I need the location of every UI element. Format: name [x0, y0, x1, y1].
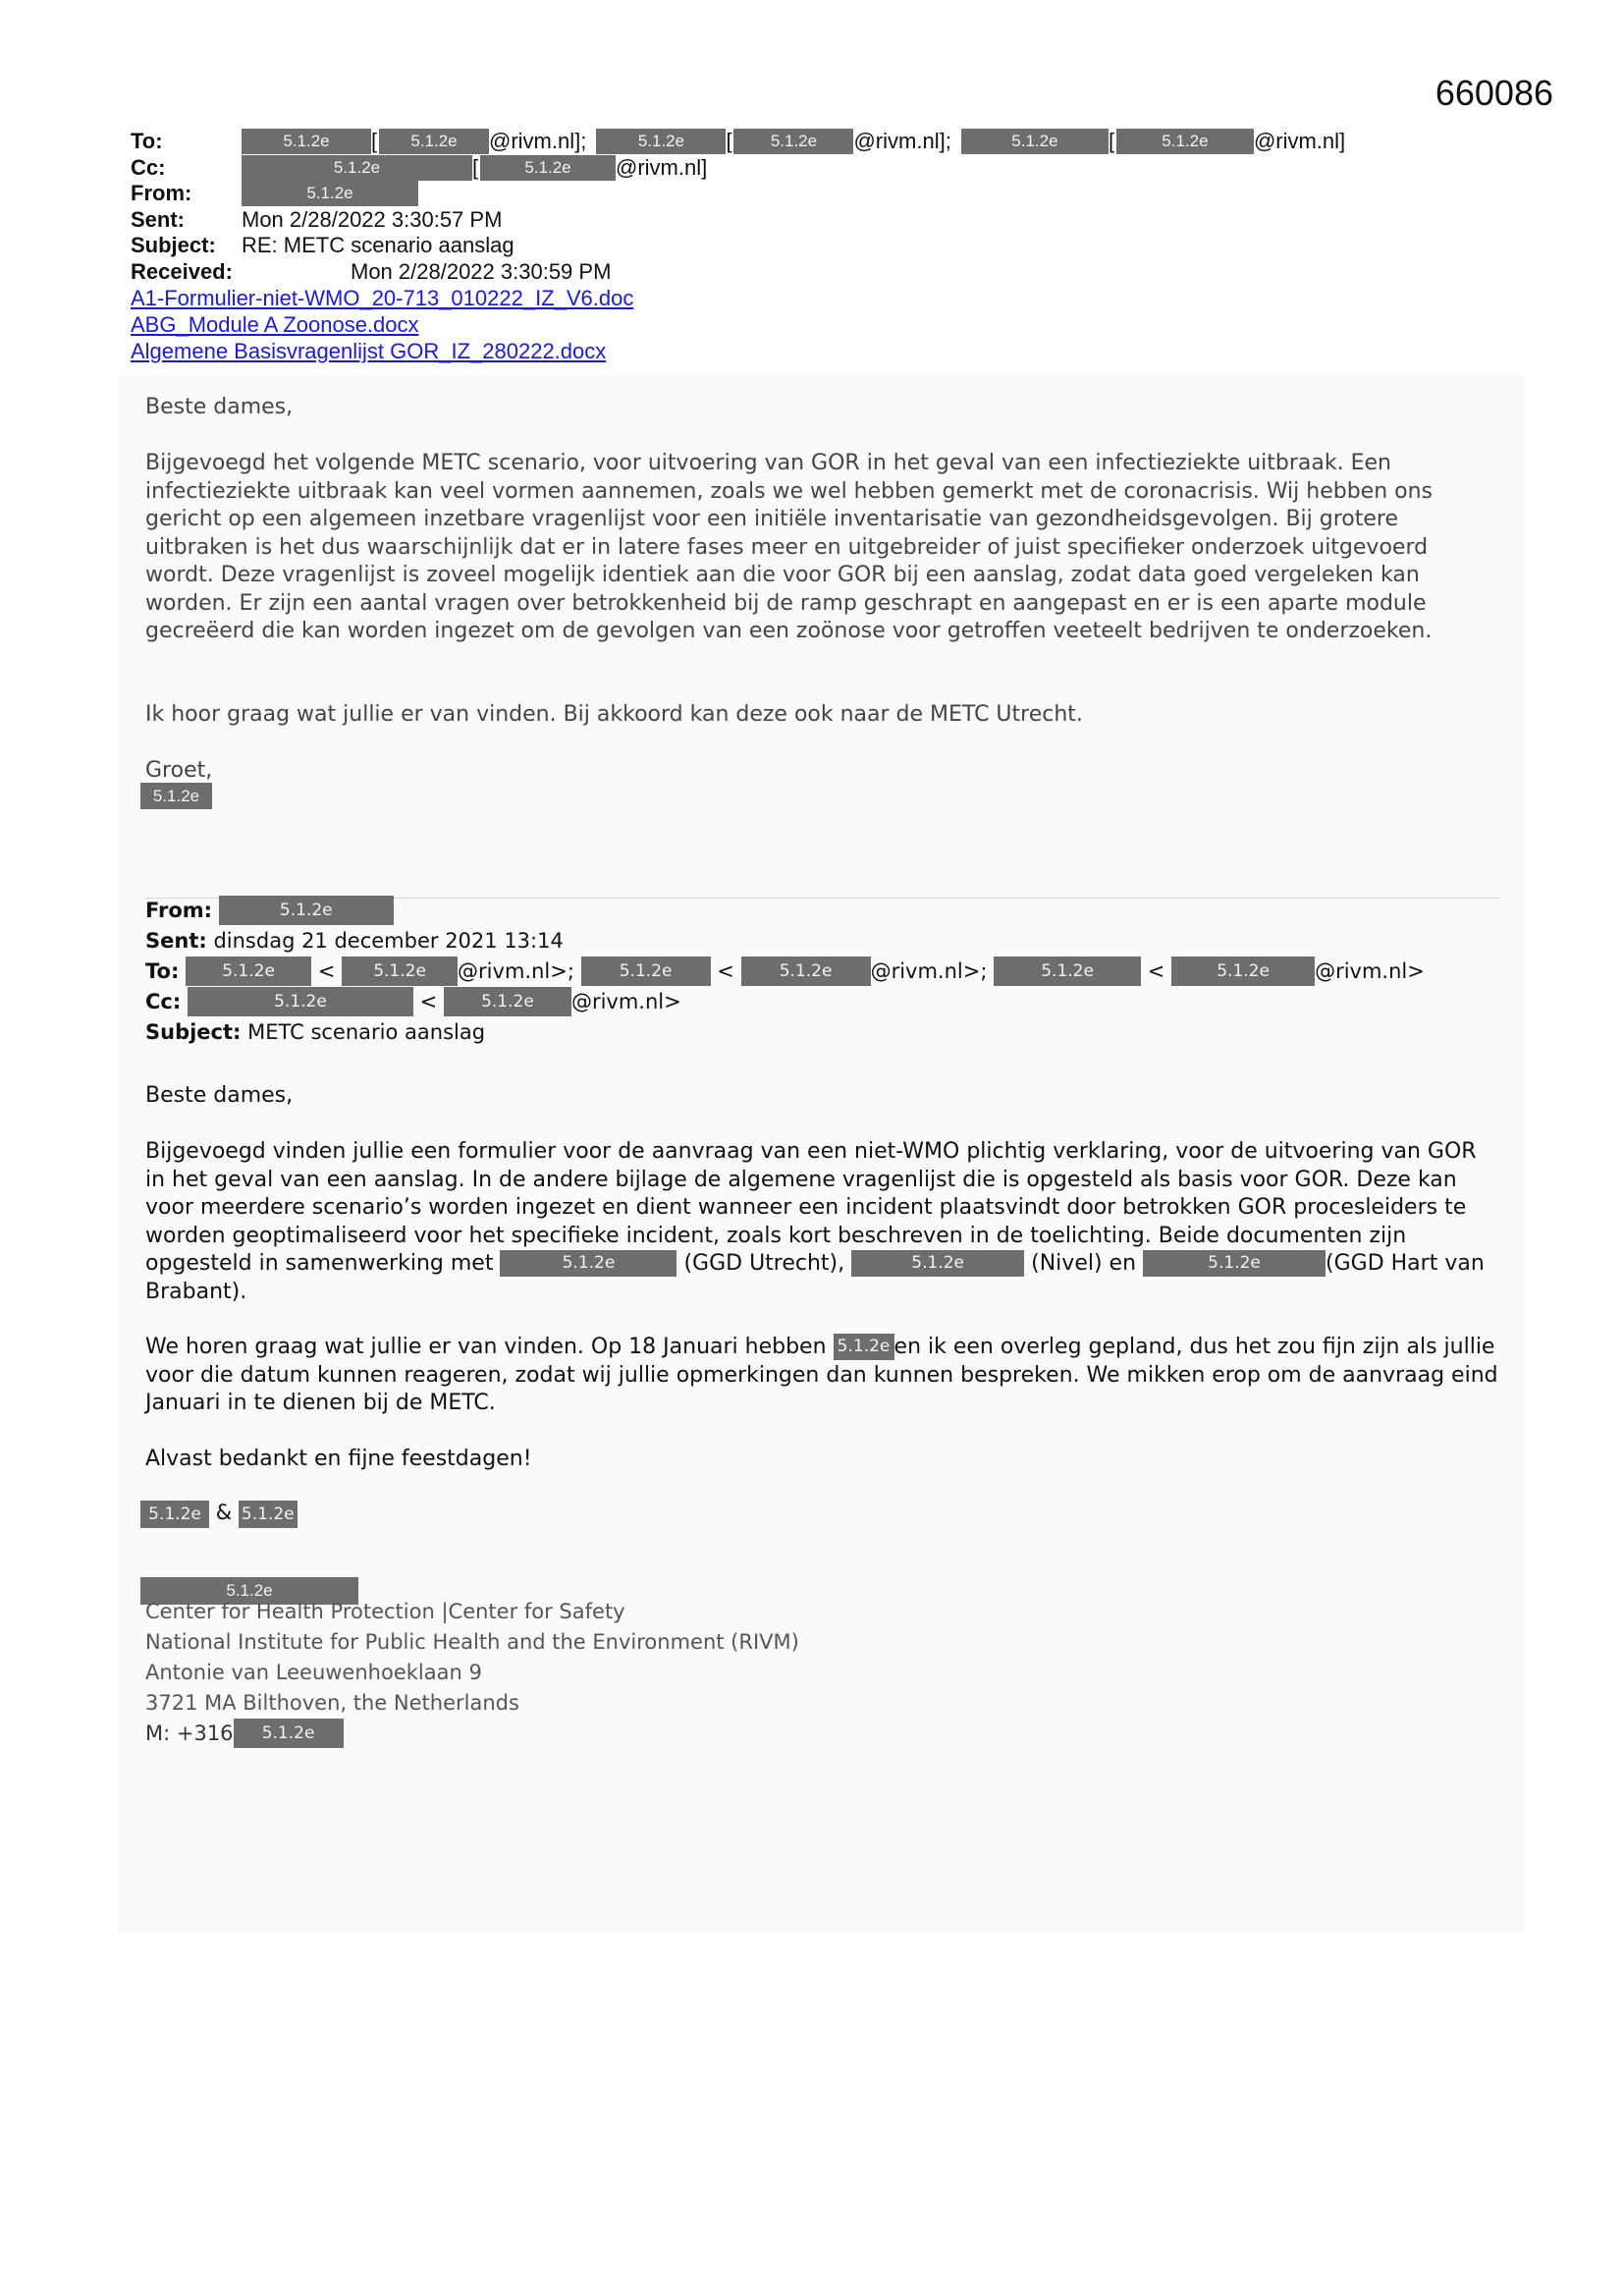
to-label: To:: [145, 959, 180, 983]
redaction: 5.1.2e: [188, 987, 413, 1016]
redaction: 5.1.2e: [140, 783, 212, 809]
attachment-link[interactable]: ABG_Module A Zoonose.docx: [131, 312, 419, 337]
sent-label: Sent:: [145, 929, 207, 953]
redaction: 5.1.2e: [444, 987, 571, 1016]
cc-row: Cc: 5.1.2e [ 5.1.2e @rivm.nl]: [131, 154, 708, 180]
from-label: From:: [131, 181, 192, 205]
cc-label: Cc:: [145, 990, 182, 1013]
redaction: 5.1.2e: [379, 129, 489, 154]
email1-closing: Groet,: [145, 758, 213, 783]
redaction: 5.1.2e: [1171, 957, 1315, 986]
email1-header: [131, 129, 1345, 364]
from-row: [131, 181, 1345, 207]
redaction: 5.1.2e: [219, 896, 394, 925]
subject-value: METC scenario aanslag: [247, 1020, 486, 1044]
email2-header: From: 5.1.2e Sent: dinsdag 21 december 2021 13:14 To: 5.1.2e < 5.1.2e @rivm.nl>; 5.1.2e < 5.1.2e @rivm.nl>; 5.1.2e < 5.1.2e @rivm.nl> Cc: 5.1.2e < 5.1.2e @rivm.nl> Subject: METC scenario aanslag: [145, 896, 1425, 1048]
email-domain: @rivm.nl]: [1253, 129, 1346, 153]
sent-label: Sent:: [131, 206, 185, 232]
email-domain: @rivm.nl];: [489, 129, 587, 153]
redaction: 5.1.2e: [994, 957, 1141, 986]
email1-paragraph: Bijgevoegd het volgende METC scenario, voor uitvoering van GOR in het geval van een infectieziekte uitbraak. Een infectieziekte uitbraak kan veel vormen aannemen, zoals we wel hebben gemerkt met de coronacrisis. Wij hebben ons gericht op een algemeen inzetbare vragenlijst voor een initiële inventarisatie van gezondheidsgevolgen. Bij grotere uitbraken is het dus waarschijnlijk dat er in latere fases meer en uitgebreider of juist specifieker onderzoek uitgevoerd wordt. Deze vragenlijst is zoveel mogelijk identiek aan die voor GOR bij een aanslag, zodat data goed vergeleken kan worden. Er zijn een aantal vragen over betrokkenheid bij de ramp geschrapt en aangepast en er is een aparte module gecreëerd die kan worden ingezet om de gevolgen van een zoönose voor getroffen veeteelt bedrijven te onderzoeken.: [145, 451, 1434, 643]
sent-value: dinsdag 21 december 2021 13:14: [213, 929, 564, 953]
signature-block: Center for Health Protection |Center for Safety National Institute for Public Health and the Environment (RIVM) Antonie van Leeuwenhoeklaan 9 3721 MA Bilthoven, the Netherlands M: +316 5.1.2e: [145, 1597, 799, 1749]
redaction: 5.1.2e: [140, 1577, 358, 1605]
redaction: 5.1.2e: [834, 1334, 894, 1360]
subject-label: Subject:: [131, 233, 216, 257]
redaction: 5.1.2e: [961, 129, 1109, 154]
signer-redaction: [140, 783, 212, 809]
email2-paragraph: We horen graag wat jullie er van vinden. Op 18 Januari hebben 5.1.2e en ik een overleg gepland, dus het zou fijn zijn als jullie voor die datum kunnen reageren, zodat wij jullie opmerkingen dan kunnen bespreken. We mikken erop om de aanvraag eind Januari in te dienen bij de METC.: [145, 1335, 1498, 1415]
email-domain: @rivm.nl>: [1315, 959, 1425, 983]
email2-closing: Alvast bedankt en fijne feestdagen!: [145, 1447, 532, 1471]
email-domain: @rivm.nl>;: [458, 959, 574, 983]
redaction: 5.1.2e: [140, 1501, 209, 1528]
redaction: 5.1.2e: [239, 1501, 298, 1528]
redaction: 5.1.2e: [733, 129, 853, 154]
redaction: 5.1.2e: [596, 129, 726, 154]
sent-value: Mon 2/28/2022 3:30:57 PM: [242, 206, 503, 232]
subject-label: Subject:: [145, 1020, 242, 1044]
redaction: 5.1.2e: [1143, 1250, 1326, 1277]
redaction: 5.1.2e: [342, 957, 458, 986]
redaction: 5.1.2e: [851, 1250, 1024, 1277]
to-label: To:: [131, 129, 163, 153]
email1-greeting: Beste dames,: [145, 395, 294, 419]
email-domain: @rivm.nl>;: [870, 959, 988, 983]
to-row: To: 5.1.2e [ 5.1.2e @rivm.nl]; 5.1.2e [ 5.1.2e @rivm.nl]; 5.1.2e [ 5.1.2e @rivm.nl]: [131, 129, 1346, 153]
received-value: Mon 2/28/2022 3:30:59 PM: [351, 258, 612, 284]
redaction: 5.1.2e: [581, 957, 711, 986]
email-domain: @rivm.nl];: [853, 129, 951, 153]
attachment-link[interactable]: A1-Formulier-niet-WMO_20-713_010222_IZ_V6.doc: [131, 286, 634, 310]
redaction: 5.1.2e: [480, 155, 616, 181]
redaction: 5.1.2e: [242, 155, 472, 181]
redaction: 5.1.2e: [242, 129, 371, 154]
email1-paragraph: Ik hoor graag wat jullie er van vinden. Bij akkoord kan deze ook naar de METC Utrecht.: [145, 702, 1083, 727]
sent-row: [131, 207, 1345, 234]
subject-value: RE: METC scenario aanslag: [242, 233, 514, 257]
received-row: [131, 259, 1345, 286]
redaction: 5.1.2e: [234, 1719, 344, 1748]
cc-label: Cc:: [131, 154, 166, 180]
redaction: 5.1.2e: [186, 957, 311, 986]
subject-row: [131, 233, 1345, 259]
redaction: 5.1.2e: [500, 1250, 677, 1277]
redaction: 5.1.2e: [242, 181, 418, 206]
email-domain: @rivm.nl>: [570, 990, 681, 1013]
from-label: From:: [145, 899, 213, 922]
email2-greeting: Beste dames,: [145, 1083, 294, 1108]
email-domain: @rivm.nl]: [616, 154, 708, 180]
redaction: 5.1.2e: [741, 957, 871, 986]
email2-paragraph: Bijgevoegd vinden jullie een formulier voor de aanvraag van een niet-WMO plichtig verklaring, voor de uitvoering van GOR in het geval van een aanslag. In de andere bijlage de algemene vragenlijst die is opgesteld als basis voor GOR. Deze kan voor meerdere scenario’s worden ingezet en dient wanneer een incident plaatsvindt door betrokken GOR procesleiders te worden geoptimaliseerd voor het specifieke incident, zoals kort beschreven in de toelichting. Beide documenten zijn opgesteld in samenwerking met 5.1.2e (GGD Utrecht), 5.1.2e (Nivel) en 5.1.2e (GGD Hart van Brabant).: [145, 1139, 1485, 1304]
redaction: 5.1.2e: [1116, 129, 1254, 154]
document-id: 660086: [1435, 73, 1553, 113]
received-label: Received:: [131, 258, 233, 284]
signers: 5.1.2e & 5.1.2e: [140, 1501, 298, 1528]
attachment-link[interactable]: Algemene Basisvragenlijst GOR_IZ_280222.docx: [131, 339, 607, 363]
